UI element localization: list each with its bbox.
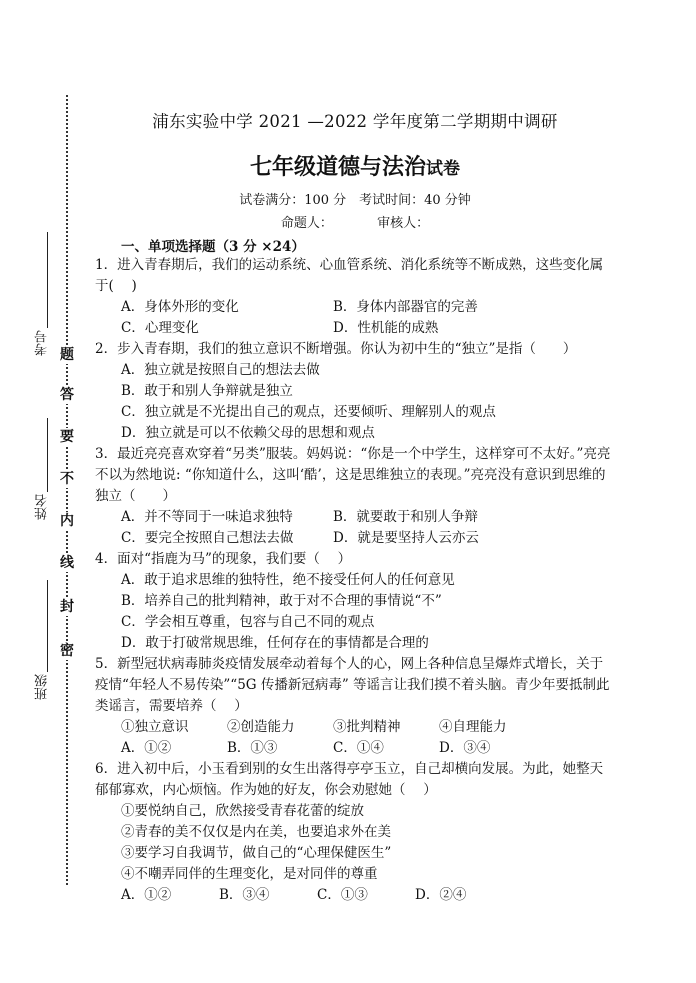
- option[interactable]: A．敢于追求思维的独特性，绝不接受任何人的任何意见: [121, 572, 455, 588]
- item: ④自理能力: [439, 719, 507, 735]
- option[interactable]: B．③④: [219, 887, 270, 903]
- class-label: 班级: [35, 674, 50, 700]
- setter-label: 命题人：: [280, 216, 333, 231]
- binding-margin: [0, 0, 80, 983]
- school-title: 浦东实验中学 2021 —2022 学年度第二学期期中调研: [152, 112, 558, 131]
- question-3-options: [95, 507, 615, 549]
- question-3: 3．最近亮亮喜欢穿着“另类”服装。妈妈说：“你是一个中学生，这样穿可不太好。”亮亮不以为然地说: “你知道什么，这叫‘酷’，这是思维独立的表现。”亮亮没有意识到思维的独立（ ）: [95, 446, 611, 504]
- seal-char: 封: [60, 599, 74, 615]
- item: ③要学习自我调节，做自己的“心理保健医生”: [121, 845, 392, 861]
- seal-char: 线: [60, 555, 74, 571]
- item: ①独立意识: [121, 719, 189, 735]
- seal-char: 要: [60, 429, 74, 445]
- option[interactable]: C．①③: [317, 887, 368, 903]
- option[interactable]: A．①②: [121, 740, 172, 756]
- question-4: 4．面对“指鹿为马”的现象，我们要（ ）: [95, 551, 352, 567]
- name-blank[interactable]: [47, 418, 48, 492]
- seal-char: 密: [60, 643, 74, 659]
- question-6-items: [95, 801, 615, 906]
- option[interactable]: C．学会相互尊重，包容与自己不同的观点: [121, 614, 375, 630]
- question-1: 1．进入青春期后，我们的运动系统、心血管系统、消化系统等不断成熟，这些变化属于( ): [95, 257, 604, 294]
- exam-title-suffix: 试卷: [426, 159, 460, 179]
- exam-title-main: 七年级道德与法治: [249, 154, 426, 180]
- section-heading: 一、单项选择题（3 分 ×24）: [121, 239, 305, 255]
- item: ①要悦纳自己，欣然接受青春花蕾的绽放: [121, 803, 364, 819]
- class-blank[interactable]: [47, 580, 48, 672]
- option[interactable]: A．独立就是按照自己的想法去做: [121, 362, 320, 378]
- option[interactable]: D．②④: [415, 887, 467, 903]
- item: ④不嘲弄同伴的生理变化，是对同伴的尊重: [121, 866, 378, 882]
- option[interactable]: D．敢于打破常规思维，任何存在的事情都是合理的: [121, 635, 429, 651]
- option[interactable]: C．①④: [333, 740, 384, 756]
- score-info: 试卷满分：100 分 考试时间：40 分钟: [239, 193, 471, 208]
- item: ③批判精神: [333, 719, 401, 735]
- option[interactable]: B．就要敢于和别人争辩: [333, 509, 478, 525]
- staff-info: [95, 212, 615, 231]
- seal-char: 不: [60, 471, 74, 487]
- option[interactable]: B．①③: [227, 740, 278, 756]
- exam-content: [95, 100, 615, 906]
- option[interactable]: C．要完全按照自己想法去做: [121, 530, 294, 546]
- option[interactable]: A．身体外形的变化: [121, 299, 239, 315]
- option[interactable]: D．就是要坚持人云亦云: [333, 530, 479, 546]
- question-1-options: [95, 297, 615, 339]
- question-2: 2．步入青春期，我们的独立意识不断增强。你认为初中生的“独立”是指（ ）: [95, 341, 577, 357]
- option[interactable]: C．心理变化: [121, 320, 199, 336]
- question-5: 5．新型冠状病毒肺炎疫情发展牵动着每个人的心，网上各种信息呈爆炸式增长，关于疫情“年轻人不易传染”“5G 传播新冠病毒” 等谣言让我们摸不着头脑。青少年要抵制此类谣言，需要培养（ ）: [95, 656, 610, 714]
- option[interactable]: B．培养自己的批判精神，敢于对不合理的事情说“不”: [121, 593, 442, 609]
- question-4-options: [95, 570, 615, 654]
- question-6: 6．进入初中后，小玉看到别的女生出落得亭亭玉立，自己却横向发展。为此，她整天郁郁寡欢，内心烦恼。作为她的好友，你会劝慰她（ ）: [95, 761, 604, 798]
- reviewer-label: 审核人：: [377, 216, 430, 231]
- option[interactable]: D．独立就是可以不依赖父母的思想和观点: [121, 425, 375, 441]
- question-2-options: [95, 360, 615, 444]
- item: ②创造能力: [227, 719, 295, 735]
- seal-char: 题: [60, 347, 74, 363]
- item: ②青春的美不仅仅是内在美，也要追求外在美: [121, 824, 391, 840]
- exam-number-blank[interactable]: [47, 232, 48, 328]
- option[interactable]: A．并不等同于一味追求独特: [121, 509, 293, 525]
- option[interactable]: A．①②: [121, 887, 172, 903]
- option[interactable]: C．独立就是不光提出自己的观点，还要倾听、理解别人的观点: [121, 404, 496, 420]
- option[interactable]: D．性机能的成熟: [333, 320, 439, 336]
- question-5-items: [95, 717, 615, 759]
- seal-dotted-line: [66, 95, 68, 885]
- exam-title: [95, 150, 615, 181]
- option[interactable]: D．③④: [439, 740, 491, 756]
- seal-char: 答: [60, 387, 74, 403]
- option[interactable]: B．敢于和别人争辩就是独立: [121, 383, 293, 399]
- option[interactable]: B．身体内部器官的完善: [333, 299, 478, 315]
- seal-char: 内: [60, 513, 74, 529]
- name-label: 姓名: [35, 494, 50, 520]
- exam-number-label: 考号: [35, 330, 50, 356]
